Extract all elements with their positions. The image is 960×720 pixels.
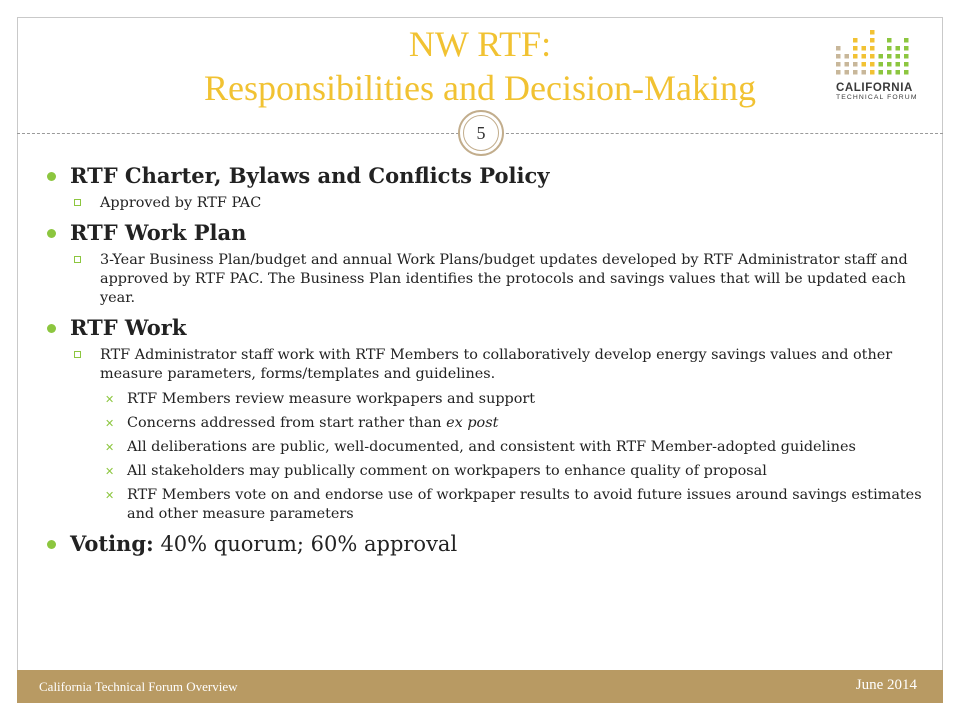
sub-bullet-business-plan-text: 3-Year Business Plan/budget and annual Work Plans/budget updates developed by RTF Administrator staff and approved by RTF PAC. The Business Plan identifies the protocols and savings values that will be updated each year. xyxy=(100,252,908,306)
logo-dot xyxy=(870,46,875,51)
logo-dot xyxy=(896,70,901,75)
logo-dot xyxy=(870,70,875,75)
logo-dot xyxy=(870,54,875,59)
bullet-voting-text: 40% quorum; 60% approval xyxy=(153,532,458,556)
point-deliberations-text: All deliberations are public, well-documented, and consistent with RTF Member-adopted guidelines xyxy=(127,439,856,455)
logo-dot xyxy=(904,54,909,59)
point-deliberations xyxy=(45,438,925,457)
logo-dot xyxy=(836,70,841,75)
logo-dot xyxy=(879,62,884,67)
logo-dot xyxy=(879,54,884,59)
logo-dot xyxy=(904,70,909,75)
logo-dot xyxy=(887,46,892,51)
logo-dot xyxy=(862,70,867,75)
bullet-work-plan xyxy=(45,219,925,247)
logo-dot xyxy=(887,38,892,43)
logo-word-technical-forum: TECHNICAL FORUM xyxy=(836,94,918,101)
sub-bullet-approved xyxy=(45,194,925,213)
square-bullet-icon xyxy=(74,351,81,358)
logo-dot xyxy=(870,38,875,43)
logo-dot xyxy=(896,54,901,59)
footer-date: June 2014 xyxy=(855,677,917,693)
bullet-voting xyxy=(45,530,925,558)
logo-dot xyxy=(862,62,867,67)
bullet-voting-label: Voting: xyxy=(70,531,154,556)
point-stakeholders xyxy=(45,462,925,481)
cross-bullet-icon: ✕ xyxy=(105,465,115,478)
logo-dot xyxy=(904,38,909,43)
logo-dot xyxy=(904,62,909,67)
dot-grid-icon xyxy=(836,30,916,80)
sub-bullet-administrator-staff-text: RTF Administrator staff work with RTF Members to collaboratively develop energy savings values and other measure parameters, forms/templates and guidelines. xyxy=(100,347,893,382)
footer-bar xyxy=(17,670,943,703)
sub-bullet-administrator-staff xyxy=(45,346,925,384)
bullet-dot-icon xyxy=(47,540,56,549)
title-line-2: Responsibilities and Decision-Making xyxy=(204,68,756,108)
logo-dot xyxy=(845,70,850,75)
point-concerns xyxy=(45,414,925,433)
bullet-rtf-work-text: RTF Work xyxy=(70,315,187,340)
point-review xyxy=(45,390,925,409)
logo-dot xyxy=(870,30,875,35)
cross-bullet-icon: ✕ xyxy=(105,489,115,502)
logo-dot xyxy=(862,54,867,59)
bullet-dot-icon xyxy=(47,229,56,238)
bullet-charter xyxy=(45,162,925,190)
point-stakeholders-text: All stakeholders may publically comment on workpapers to enhance quality of proposal xyxy=(127,463,767,479)
slide-content xyxy=(45,162,925,562)
footer-title: California Technical Forum Overview xyxy=(39,679,238,694)
logo-dot xyxy=(862,46,867,51)
point-vote-text: RTF Members vote on and endorse use of workpaper results to avoid future issues around savings estimates and other measure parameters xyxy=(127,487,922,522)
logo-dot xyxy=(896,46,901,51)
logo-dot xyxy=(836,46,841,51)
cross-bullet-icon: ✕ xyxy=(105,393,115,406)
title-line-1: NW RTF: xyxy=(408,24,552,64)
bullet-work-plan-text: RTF Work Plan xyxy=(70,220,247,245)
bullet-rtf-work xyxy=(45,314,925,342)
cross-bullet-icon: ✕ xyxy=(105,441,115,454)
square-bullet-icon xyxy=(74,256,81,263)
logo-dot xyxy=(870,62,875,67)
logo-dot xyxy=(887,54,892,59)
california-technical-forum-logo xyxy=(836,30,926,101)
square-bullet-icon xyxy=(74,199,81,206)
logo-dot xyxy=(853,54,858,59)
logo-dot xyxy=(836,62,841,67)
sub-bullet-approved-text: Approved by RTF PAC xyxy=(100,195,262,211)
bullet-dot-icon xyxy=(47,324,56,333)
slide-number: 5 xyxy=(463,115,499,151)
logo-dot xyxy=(853,46,858,51)
logo-dot xyxy=(879,70,884,75)
logo-dot xyxy=(853,38,858,43)
cross-bullet-icon: ✕ xyxy=(105,417,115,430)
point-concerns-italic: ex post xyxy=(446,415,499,431)
logo-dot xyxy=(836,54,841,59)
logo-dot xyxy=(887,62,892,67)
slide-number-badge xyxy=(458,110,504,156)
logo-dot xyxy=(853,62,858,67)
logo-dot xyxy=(845,54,850,59)
logo-dot xyxy=(853,70,858,75)
point-review-text: RTF Members review measure workpapers and support xyxy=(127,391,536,407)
logo-dot xyxy=(845,62,850,67)
slide-title xyxy=(17,22,943,110)
sub-bullet-business-plan xyxy=(45,251,925,308)
bullet-charter-text: RTF Charter, Bylaws and Conflicts Policy xyxy=(70,163,550,188)
bullet-dot-icon xyxy=(47,172,56,181)
logo-word-california: CALIFORNIA xyxy=(836,82,913,94)
logo-dot xyxy=(887,70,892,75)
logo-dot xyxy=(896,62,901,67)
point-vote xyxy=(45,486,925,524)
logo-dot xyxy=(904,46,909,51)
point-concerns-text: Concerns addressed from start rather than xyxy=(127,415,447,431)
